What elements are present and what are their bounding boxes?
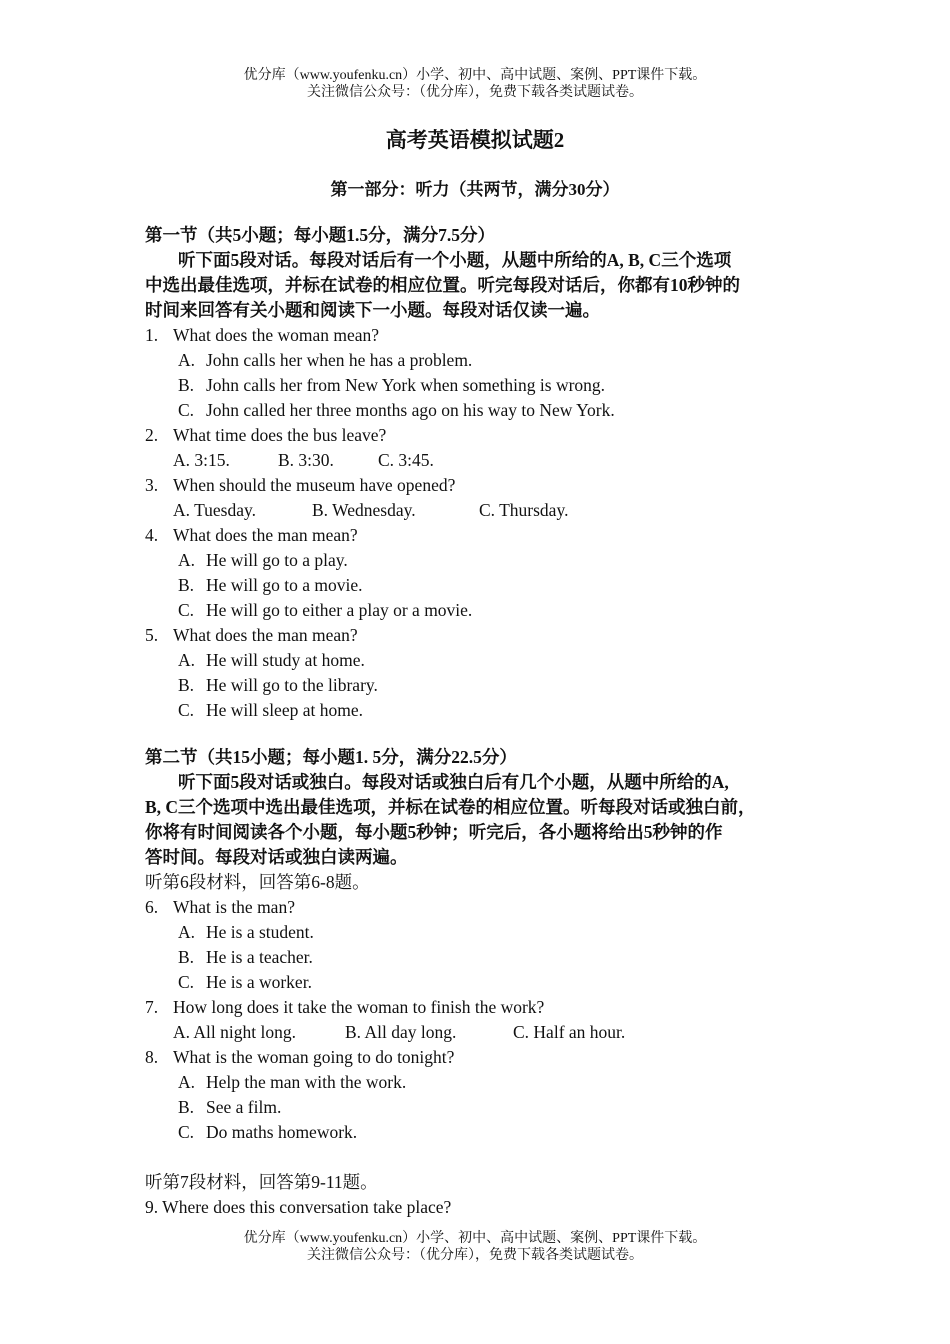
option-letter: B. [178,675,195,695]
section-1-heading: 第一节（共5小题；每小题1.5分，满分7.5分） [145,225,495,245]
option [145,1070,815,1095]
option: A. Tuesday. [173,500,256,520]
section-2-instruction: B, C三个选项中选出最佳选项，并标在试卷的相应位置。听每段对话或独白前， [145,797,756,817]
option: A. 3:15. [173,450,230,470]
question-2 [145,423,815,448]
option-row [145,448,815,473]
option-text: He is a worker. [206,972,312,992]
question-number: 2. [145,425,159,445]
option-letter: C. [178,1122,195,1142]
option-letter: C. [178,600,195,620]
section-1-instruction: 听下面5段对话。每段对话后有一个小题，从题中所给的A, B, C三个选项 [178,250,732,270]
footer-line-1: 优分库（www.youfenku.cn）小学、初中、高中试题、案例、PPT课件下载。 [243,1231,707,1246]
question-number: 3. [145,475,159,495]
section-2-instruction: 听下面5段对话或独白。每段对话或独白后有几个小题，从题中所给的A, [178,772,729,792]
question-text: What does the woman mean? [173,325,380,345]
option-text: He will go to a play. [206,550,348,570]
option-text: He will go to either a play or a movie. [206,600,473,620]
option [145,598,815,623]
question-text: What is the man? [173,897,295,917]
page-title: 高考英语模拟试题2 [385,128,565,152]
option-letter: B. [178,575,195,595]
question-7 [145,995,815,1020]
question-number: 7. [145,997,159,1017]
question-text: When should the museum have opened? [173,475,456,495]
question-text: What does the man mean? [173,625,358,645]
option-letter: B. [178,375,195,395]
option-text: John called her three months ago on his way to New York. [206,400,615,420]
option-letter: A. [178,1072,196,1092]
option-text: John calls her when he has a problem. [206,350,473,370]
question-number: 1. [145,325,159,345]
option-letter: A. [178,650,196,670]
section-2 [145,745,815,1220]
option-text: He will sleep at home. [206,700,363,720]
option [145,398,815,423]
option-text: He will go to the library. [206,675,378,695]
question-number: 5. [145,625,159,645]
question-8 [145,1045,815,1070]
header-line-1: 优分库（www.youfenku.cn）小学、初中、高中试题、案例、PPT课件下载。 [243,68,707,83]
option-text: He will study at home. [206,650,365,670]
option: C. Thursday. [479,500,569,520]
section-1-instruction: 时间来回答有关小题和阅读下一小题。每段对话仅读一遍。 [145,300,600,320]
option [145,573,815,598]
option-row [145,1020,815,1045]
question-1 [145,323,815,348]
option [145,970,815,995]
question-number: 8. [145,1047,159,1067]
question-3 [145,473,815,498]
material-7-label: 听第7段材料，回答第9-11题。 [145,1172,378,1192]
question-5 [145,623,815,648]
option [145,648,815,673]
option-letter: A. [178,550,196,570]
option [145,945,815,970]
question-6 [145,895,815,920]
option-text: He is a teacher. [206,947,313,967]
option: C. 3:45. [378,450,434,470]
option [145,548,815,573]
section-1 [145,223,815,723]
question-text: How long does it take the woman to finish the work? [173,997,545,1017]
section-1-instruction: 中选出最佳选项，并标在试卷的相应位置。听完每段对话后，你都有10秒钟的 [145,275,740,295]
option-letter: B. [178,947,195,967]
section-2-instruction: 答时间。每段对话或独白读两遍。 [145,847,408,867]
option-row [145,498,815,523]
option: B. All day long. [345,1022,457,1042]
option-text: Do maths homework. [206,1122,358,1142]
option-letter: A. [178,350,196,370]
material-6-label: 听第6段材料，回答第6-8题。 [145,872,370,892]
option [145,348,815,373]
option [145,1095,815,1120]
question-number: 6. [145,897,159,917]
option-letter: C. [178,972,195,992]
option [145,673,815,698]
question-number: 4. [145,525,159,545]
option-letter: C. [178,700,195,720]
option [145,1120,815,1145]
option: B. 3:30. [278,450,334,470]
question-text: What does the man mean? [173,525,358,545]
option-text: Help the man with the work. [206,1072,407,1092]
option-text: See a film. [206,1097,282,1117]
section-2-heading: 第二节（共15小题；每小题1. 5分，满分22.5分） [145,747,517,767]
option: C. Half an hour. [513,1022,626,1042]
page-header [0,67,950,101]
page-footer [0,1230,950,1264]
option: B. Wednesday. [312,500,416,520]
option [145,920,815,945]
header-line-2: 关注微信公众号：（优分库），免费下载各类试题试卷。 [307,85,643,100]
section-2-instruction: 你将有时间阅读各个小题，每小题5秒钟；听完后，各小题将给出5秒钟的作 [145,822,723,842]
option [145,698,815,723]
option-letter: C. [178,400,195,420]
option [145,373,815,398]
question-text: What is the woman going to do tonight? [173,1047,455,1067]
option-letter: B. [178,1097,195,1117]
option-text: John calls her from New York when something is wrong. [206,375,606,395]
footer-line-2: 关注微信公众号：（优分库），免费下载各类试题试卷。 [307,1248,643,1263]
part-heading: 第一部分：听力（共两节，满分30分） [330,180,620,199]
question-9: 9. Where does this conversation take place? [145,1197,452,1217]
option-text: He is a student. [206,922,314,942]
option-text: He will go to a movie. [206,575,363,595]
option-letter: A. [178,922,196,942]
question-text: What time does the bus leave? [173,425,387,445]
question-4 [145,523,815,548]
option: A. All night long. [173,1022,296,1042]
